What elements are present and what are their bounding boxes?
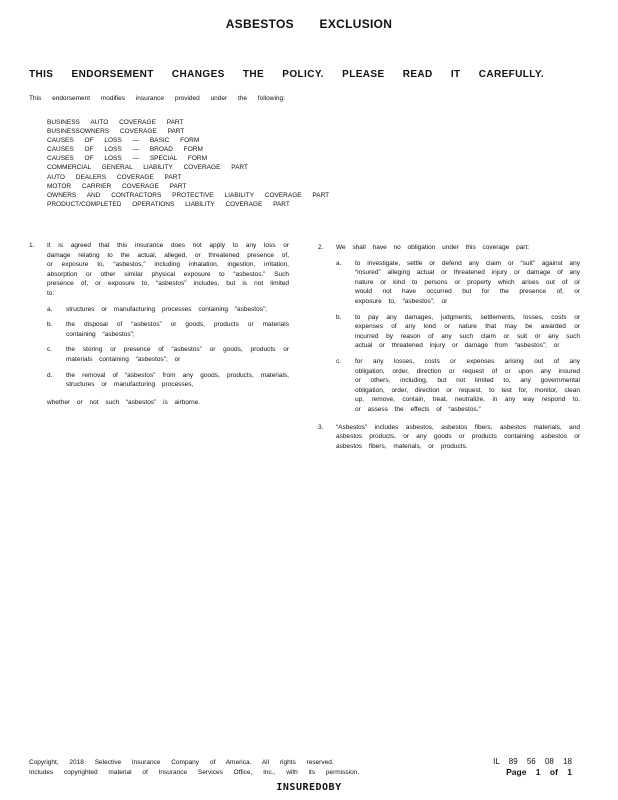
subitem-d [47, 371, 289, 390]
intro-text: This endorsement modifies insurance provided under the following: [29, 95, 285, 102]
coverage-form-item: BUSINESSOWNERS COVERAGE PART [47, 128, 185, 136]
subitem-letter: b. [47, 321, 53, 329]
subitem-b [336, 313, 580, 351]
section-number: 3. [318, 423, 324, 431]
section-3 [318, 423, 580, 452]
coverage-form-item: CAUSES OF LOSS — SPECIAL FORM [47, 155, 207, 163]
subitem-letter: c. [336, 357, 342, 365]
coverage-form-item: OWNERS AND CONTRACTORS PROTECTIVE LIABILITY COVERAGE PART [47, 191, 330, 199]
section-text: We shall have no obligation under this coverage part: [336, 244, 530, 251]
subitem-text: the removal of “asbestos” from any goods, products, materials, structures or manufacturing processes, [66, 371, 289, 389]
coverage-forms-list [47, 118, 329, 209]
subitem-letter: c. [47, 346, 53, 354]
subitem-b [47, 320, 289, 339]
copyright-line: Copyright, 2018 Selective Insurance Company of America. All rights reserved. [29, 759, 334, 766]
coverage-form-item: CAUSES OF LOSS — BROAD FORM [47, 146, 203, 154]
section-number: 2. [318, 244, 324, 251]
subitem-text: structures or manufacturing processes containing “asbestos”; [66, 305, 267, 313]
subitem-a [47, 305, 289, 315]
section-text: It is agreed that this insurance does not apply to any loss or damage relating to the actual, alleged, or threatened presence of, or exposure to, “asbestos,” including inhalation, ingestion, irritation, absorption or other similar physical exposure to “asbestos.” Such presence of, or exposure to, “asbestos” includes, but is not limited to: [47, 242, 289, 297]
endorsement-banner: THIS ENDORSEMENT CHANGES THE POLICY. PLEASE READ IT CAREFULLY. [29, 69, 545, 80]
airborne-clause: whether or not such “asbestos” is airborne. [47, 398, 201, 406]
subitem-letter: d. [47, 371, 53, 379]
coverage-form-item: AUTO DEALERS COVERAGE PART [47, 173, 182, 181]
copyright-line: Includes copyrighted material of Insurance Services Office, Inc., with its permission. [29, 769, 360, 776]
subitem-letter: a. [336, 259, 342, 267]
page-number: Page 1 of 1 [506, 767, 572, 777]
watermark-text: INSUREDOBY [276, 782, 342, 793]
right-column [318, 243, 580, 459]
form-number: IL 89 56 08 18 [493, 757, 572, 766]
subitem-text: to pay any damages, judgments, settlements, losses, costs or expenses of any kind or nature that may be awarded or incurred by reason of any such claim or suit or any such actual or threatened injury or damage from “asbestos”; or [355, 313, 580, 350]
subitem-text: the storing or presence of “asbestos” or goods, products or materials containing “asbestos”; or [66, 346, 289, 363]
coverage-form-item: MOTOR CARRIER COVERAGE PART [47, 182, 187, 190]
subitem-letter: b. [336, 313, 342, 321]
section-2 [318, 243, 580, 415]
subitem-text: to investigate, settle or defend any claim or “suit” against any “insured” alleging actual or threatened injury or damage of any nature or kind to persons or property which arises out of or would not have occurred but for the presence of, or exposure to, “asbestos”; or [355, 259, 580, 305]
coverage-form-item: COMMERCIAL GENERAL LIABILITY COVERAGE PART [47, 164, 248, 172]
coverage-form-item: BUSINESS AUTO COVERAGE PART [47, 119, 184, 126]
subitem-text: for any losses, costs or expenses arising out of any obligation, order, direction or request of or upon any insured or others, including, but not limited to, any governmental obligation, order, direction or request, to test for, monitor, clean up, remove, contain, treat, neutralize, in any way respond to, or assess the effects of “asbestos.” [355, 357, 580, 413]
section-number: 1. [29, 242, 35, 249]
document-title: ASBESTOS EXCLUSION [225, 17, 393, 31]
section-1 [29, 241, 289, 390]
coverage-form-item: CAUSES OF LOSS — BASIC FORM [47, 137, 200, 145]
subitem-letter: a. [47, 305, 53, 313]
subitem-c [336, 357, 580, 415]
subitem-c [47, 345, 289, 364]
coverage-form-item: PRODUCT/COMPLETED OPERATIONS LIABILITY COVERAGE PART [47, 200, 290, 208]
form-info [493, 756, 572, 778]
left-column [29, 241, 289, 407]
copyright-notice [29, 758, 359, 778]
subitem-a [336, 259, 580, 307]
section-text: “Asbestos” includes asbestos, asbestos fibers, asbestos materials, and asbestos products, or any goods or products containing asbestos or asbestos fibers, materials, or products. [336, 423, 580, 450]
subitem-text: the disposal of “asbestos” or goods, products or materials containing “asbestos”; [66, 321, 289, 338]
